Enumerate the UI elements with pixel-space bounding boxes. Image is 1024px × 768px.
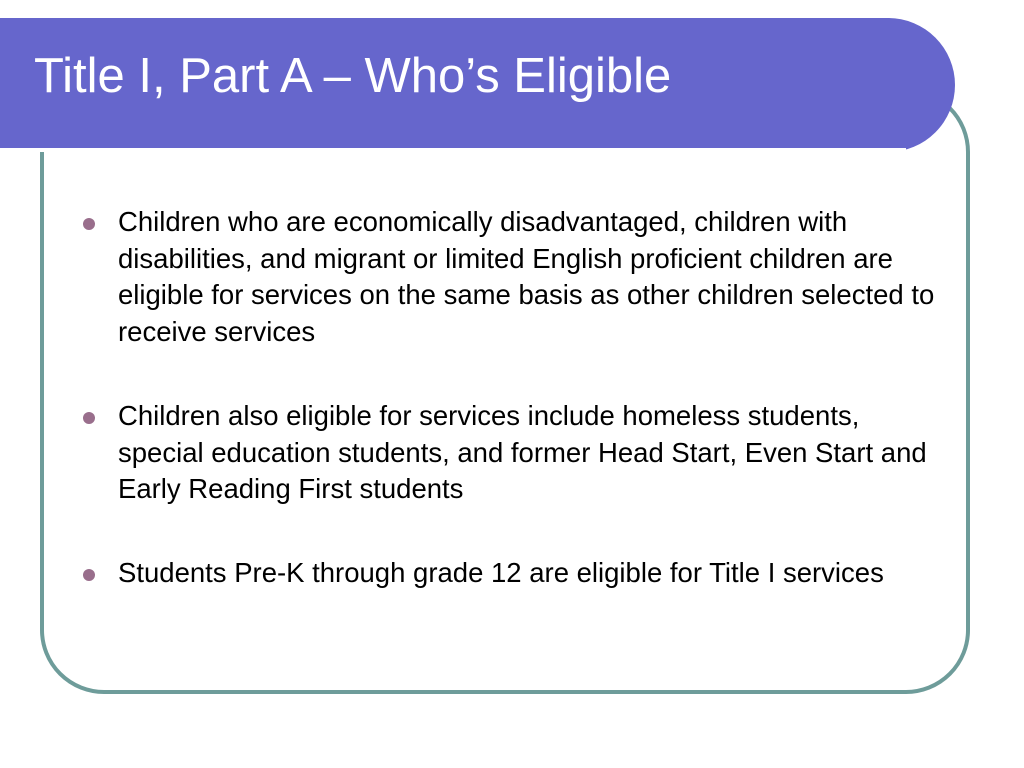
bullet-dot-icon (83, 412, 95, 424)
title-underline (0, 148, 906, 152)
bullet-dot-icon (83, 218, 95, 230)
bullet-item (80, 555, 950, 592)
bullet-text: Children also eligible for services include homeless students, special education students, and former Head Start, Even Start and Early Reading First students (118, 399, 927, 505)
bullet-list (80, 204, 950, 639)
bullet-text: Children who are economically disadvantaged, children with disabilities, and migrant or limited English proficient children are eligible for services on the same basis as other children selected to receive services (118, 206, 935, 348)
bullet-item (80, 398, 950, 508)
bullet-item (80, 204, 950, 351)
slide-title: Title I, Part A – Who’s Eligible (34, 49, 672, 103)
bullet-text: Students Pre-K through grade 12 are eligible for Title I services (118, 556, 884, 588)
bullet-dot-icon (83, 569, 95, 581)
